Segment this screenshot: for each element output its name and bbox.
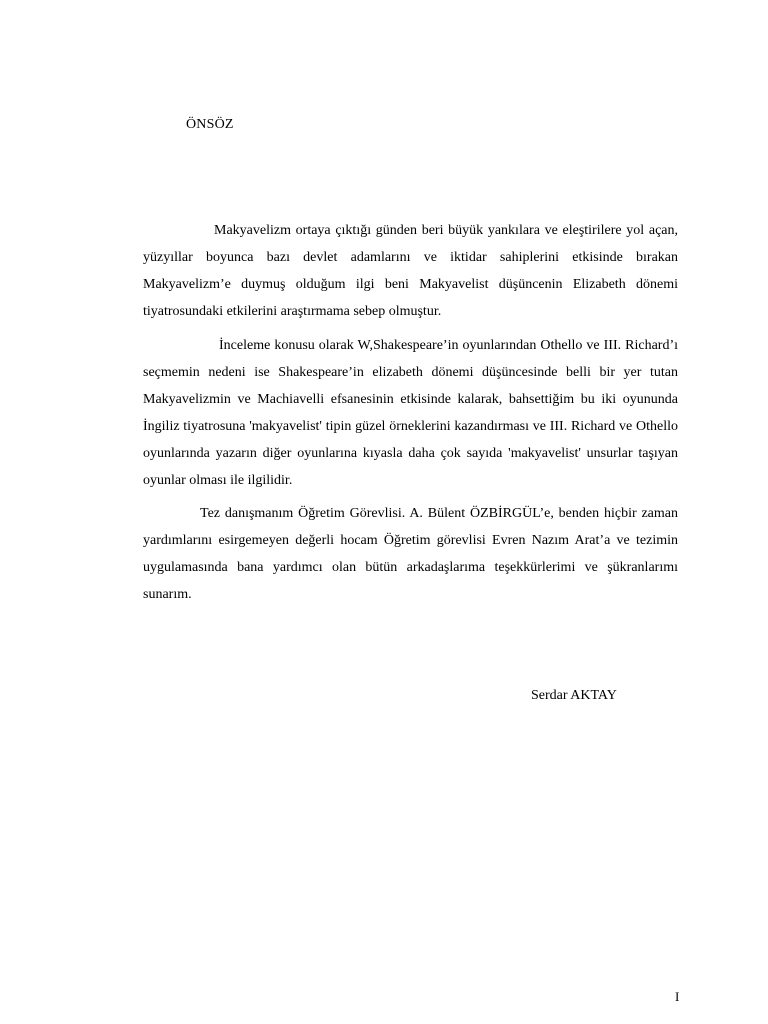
page-number: I [675, 989, 680, 1004]
page-title: ÖNSÖZ [186, 117, 234, 132]
paragraph-2: İnceleme konusu olarak W,Shakespeare’in oyunlarından Othello ve III. Richard’ı seçmemin nedeni ise Shakespeare’in elizabeth dönemi düşüncesinde belli bir yer tutan Makyavelizmin ve Machiavelli efsanesinin etkisinde kalarak, bahsettiğim bu iki oyununda İngiliz tiyatrosuna 'makyavelist' tipin güzel örneklerini kazandırması ve III. Richard ve Othello oyunlarında yazarın diğer oyunlarına kıyasla daha çok sayıda 'makyavelist' unsurlar taşıyan oyunlar olması ile ilgilidir. [143, 338, 678, 488]
paragraph-3: Tez danışmanım Öğretim Görevlisi. A. Bülent ÖZBİRGÜL’e, benden hiçbir zaman yardımlarını esirgemeyen değerli hocam Öğretim görevlisi Evren Nazım Arat’a ve tezimin uygulamasında bana yardımcı olan bütün arkadaşlarıma teşekkürlerimi ve şükranlarımı sunarım. [143, 506, 678, 602]
paragraph-1: Makyavelizm ortaya çıktığı günden beri büyük yankılara ve eleştirilere yol açan, yüzyıllar boyunca bazı devlet adamlarını ve iktidar sahiplerini etkisinde bırakan Makyavelizm’e duymuş olduğum ilgi beni Makyavelist düşüncenin Elizabeth dönemi tiyatrosundaki etkilerini araştırmama sebep olmuştur. [143, 223, 678, 319]
author-signature: Serdar AKTAY [531, 688, 617, 703]
